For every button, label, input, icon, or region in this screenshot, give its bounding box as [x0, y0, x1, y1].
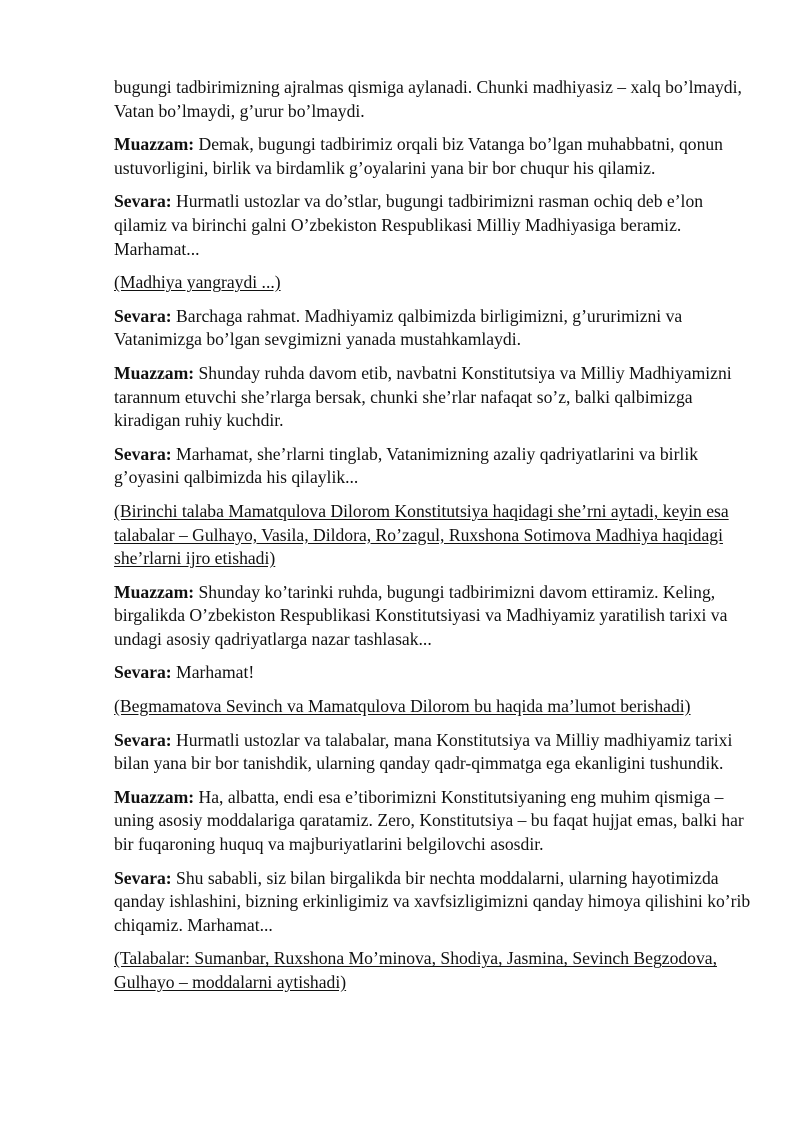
paragraph-continuation: [114, 76, 754, 123]
dialogue-line: [114, 305, 754, 352]
dialogue-text: Barchaga rahmat. Madhiyamiz qalbimizda birligimizni, g’ururimizni va Vatanimizga bo’lgan sevgimizni yanada mustahkamlaydi.: [114, 305, 683, 350]
speaker-name: Sevara:: [114, 305, 172, 326]
speaker-name: Sevara:: [114, 867, 172, 888]
dialogue-line: [114, 867, 754, 938]
dialogue-text: Shu sababli, siz bilan birgalikda bir nechta moddalarni, ularning hayotimizda qanday ishlashini, bizning erkinligimiz va xavfsizligimizni qanday himoya qilishini ko’rib chiqamiz. Marhamat...: [114, 867, 751, 935]
stage-direction: (Talabalar: Sumanbar, Ruxshona Mo’minova, Shodiya, Jasmina, Sevinch Begzodova, Gulhayo – moddalarni aytishadi): [114, 948, 717, 992]
document-page: [114, 76, 754, 1005]
dialogue-text: Shunday ruhda davom etib, navbatni Konstitutsiya va Milliy Madhiyamizni tarannum etuvchi she’rlarga bersak, chunki she’rlar nafaqat so’z, balki qalbimizga kiradigan ruhiy kuchdir.: [114, 362, 732, 431]
speaker-name: Muazzam:: [114, 581, 195, 602]
speaker-name: Sevara:: [114, 662, 172, 683]
speaker-name: Sevara:: [114, 729, 172, 750]
dialogue-line: [114, 443, 754, 490]
speaker-name: Sevara:: [114, 191, 172, 212]
speaker-name: Muazzam:: [114, 786, 195, 807]
dialogue-text: Demak, bugungi tadbirimiz orqali biz Vatanga bo’lgan muhabbatni, qonun ustuvorligini, birlik va birdamlik g’oyalarini yana bir bor chuqur his qilamiz.: [114, 134, 723, 178]
dialogue-text: Shunday ko’tarinki ruhda, bugungi tadbirimizni davom ettiramiz. Keling, birgalikda O’zbekiston Respublikasi Konstitutsiyasi va Madhiyamiz yaratilish tarixi va undagi asosiy qadriyatlarga nazar tashlasak...: [114, 581, 728, 649]
stage-direction: (Begmamatova Sevinch va Mamatqulova Dilorom bu haqida ma’lumot berishadi): [114, 696, 691, 717]
stage-direction: (Madhiya yangraydi ...): [114, 272, 281, 293]
dialogue-line: [114, 362, 754, 433]
dialogue-text: Ha, albatta, endi esa e’tiborimizni Konstitutsiyaning eng muhim qismiga – uning asosiy moddalariga qaratamiz. Zero, Konstitutsiya – bu faqat hujjat emas, balki har bir fuqaroning huquq va majburiyatlarini belgilovchi asosdir.: [114, 786, 744, 855]
dialogue-text: Marhamat!: [171, 662, 255, 683]
speaker-name: Muazzam:: [114, 362, 195, 383]
speaker-name: Sevara:: [114, 443, 172, 464]
dialogue-line: [114, 581, 754, 652]
dialogue-text: Marhamat, she’rlarni tinglab, Vatanimizning azaliy qadriyatlarini va birlik g’oyasini qalbimizda his qilaylik...: [114, 443, 698, 488]
dialogue-line: [114, 729, 754, 776]
dialogue-line: [114, 190, 754, 261]
dialogue-line: [114, 133, 754, 180]
paragraph-text: bugungi tadbirimizning ajralmas qismiga aylanadi. Chunki madhiyasiz – xalq bo’lmaydi, Vatan bo’lmaydi, g’urur bo’lmaydi.: [114, 77, 742, 121]
dialogue-line: [114, 661, 754, 685]
dialogue-text: Hurmatli ustozlar va do’stlar, bugungi tadbirimizni rasman ochiq deb e’lon qilamiz va birinchi galni O’zbekiston Respublikasi Milliy Madhiyasiga beramiz. Marhamat...: [114, 191, 704, 259]
dialogue-text: Hurmatli ustozlar va talabalar, mana Konstitutsiya va Milliy madhiyamiz tarixi bilan yana bir bor tanishdik, ularning qanday qadr-qimmatga ega ekanligini tushundik.: [114, 729, 733, 774]
dialogue-line: [114, 786, 754, 857]
speaker-name: Muazzam:: [114, 134, 195, 155]
stage-direction: (Birinchi talaba Mamatqulova Dilorom Konstitutsiya haqidagi she’rni aytadi, keyin esa talabalar – Gulhayo, Vasila, Dildora, Ro’zagul, Ruxshona Sotimova Madhiya haqidagi she’rlarni ijro etishadi): [114, 500, 729, 569]
